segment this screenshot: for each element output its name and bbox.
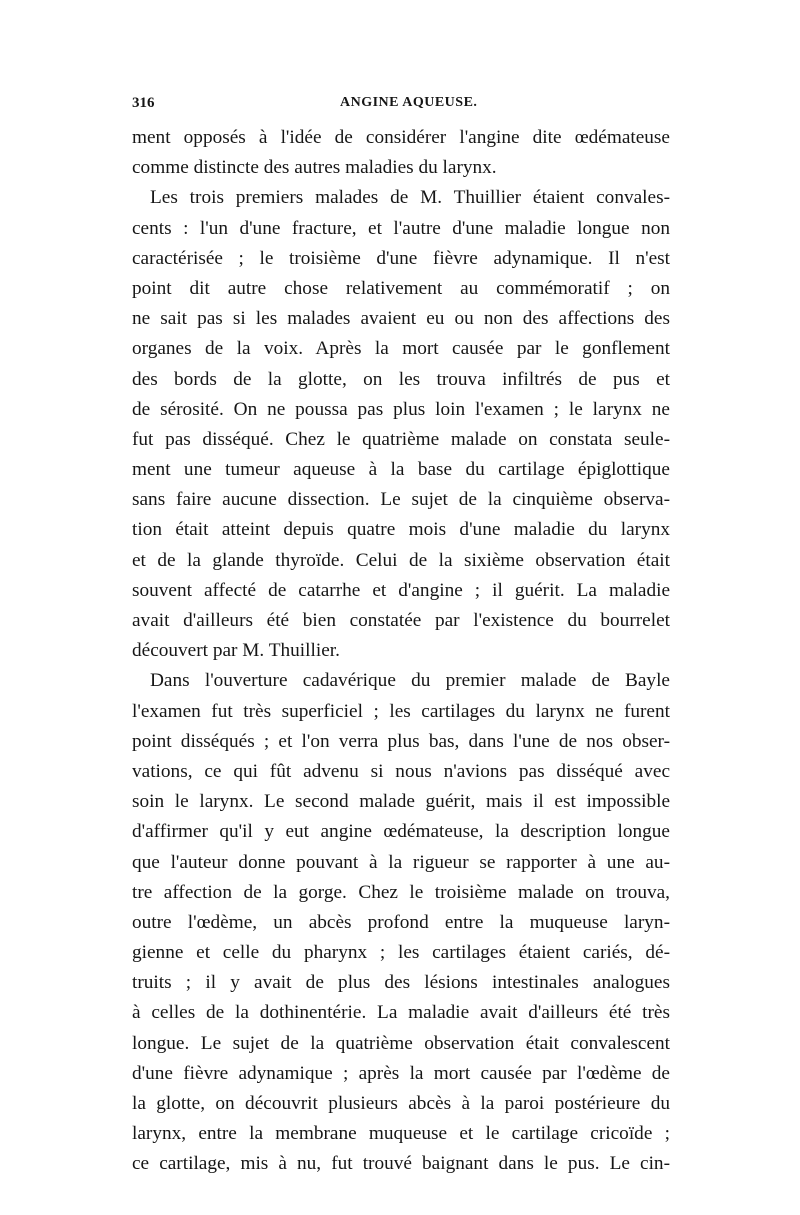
text-line: Les trois premiers malades de M. Thuillier étaient convales- (150, 187, 670, 209)
text-line: soin le larynx. Le second malade guérit, mais il est impossible (132, 791, 670, 813)
text-line: sans faire aucune dissection. Le sujet de la cinquième observa- (132, 489, 670, 511)
text-line: d'affirmer qu'il y eut angine œdémateuse, la description longue (132, 821, 670, 843)
body-text (132, 123, 670, 1180)
text-line: vations, ce qui fût advenu si nous n'avions pas disséqué avec (132, 760, 670, 782)
text-line: ment une tumeur aqueuse à la base du cartilage épiglottique (132, 459, 670, 481)
page-number: 316 (132, 95, 155, 111)
text-line: outre l'œdème, un abcès profond entre la muqueuse laryn- (132, 911, 670, 933)
text-line: avait d'ailleurs été bien constatée par l'existence du bourrelet (132, 610, 670, 631)
text-line: la glotte, on découvrit plusieurs abcès à la paroi postérieure du (132, 1093, 670, 1114)
text-line: larynx, entre la membrane muqueuse et le cartilage cricoïde ; (132, 1123, 670, 1145)
text-line: à celles de la dothinentérie. La maladie avait d'ailleurs été très (132, 1002, 670, 1024)
text-line: fut pas disséqué. Chez le quatrième malade on constata seule- (132, 428, 670, 450)
text-line: organes de la voix. Après la mort causée par le gonflement (132, 338, 670, 360)
text-line: tion était atteint depuis quatre mois d'une maladie du larynx (132, 519, 670, 541)
text-line: l'examen fut très superficiel ; les cartilages du larynx ne furent (132, 700, 670, 722)
text-line: gienne et celle du pharynx ; les cartilages étaient cariés, dé- (132, 942, 670, 964)
text-line: d'une fièvre adynamique ; après la mort causée par l'œdème de (132, 1062, 670, 1084)
text-line: découvert par M. Thuillier. (132, 640, 340, 662)
text-line: Dans l'ouverture cadavérique du premier malade de Bayle (150, 670, 670, 692)
text-line: caractérisée ; le troisième d'une fièvre adynamique. Il n'est (132, 247, 670, 269)
text-line: longue. Le sujet de la quatrième observation était convalescent (132, 1032, 670, 1054)
text-line: cents : l'un d'une fracture, et l'autre d'une maladie longue non (132, 217, 670, 239)
text-line: ne sait pas si les malades avaient eu ou non des affections des (132, 308, 670, 330)
text-line: ce cartilage, mis à nu, fut trouvé baignant dans le pus. Le cin- (132, 1153, 670, 1175)
text-line: point dit autre chose relativement au commémoratif ; on (132, 277, 670, 299)
text-line: comme distincte des autres maladies du larynx. (132, 157, 497, 179)
text-line: que l'auteur donne pouvant à la rigueur se rapporter à une au- (132, 851, 670, 873)
text-line: truits ; il y avait de plus des lésions intestinales analogues (132, 972, 670, 994)
text-line: souvent affecté de catarrhe et d'angine ; il guérit. La maladie (132, 579, 670, 601)
page-header (132, 95, 670, 119)
text-line: point disséqués ; et l'on verra plus bas, dans l'une de nos obser- (132, 730, 670, 752)
text-line: de sérosité. On ne poussa pas plus loin l'examen ; le larynx ne (132, 398, 670, 420)
text-line: des bords de la glotte, on les trouva infiltrés de pus et (132, 368, 670, 390)
running-title: ANGINE AQUEUSE. (340, 95, 478, 110)
text-line: ment opposés à l'idée de considérer l'angine dite œdémateuse (132, 127, 670, 148)
text-line: tre affection de la gorge. Chez le troisième malade on trouva, (132, 881, 670, 903)
text-line: et de la glande thyroïde. Celui de la sixième observation était (132, 549, 670, 571)
